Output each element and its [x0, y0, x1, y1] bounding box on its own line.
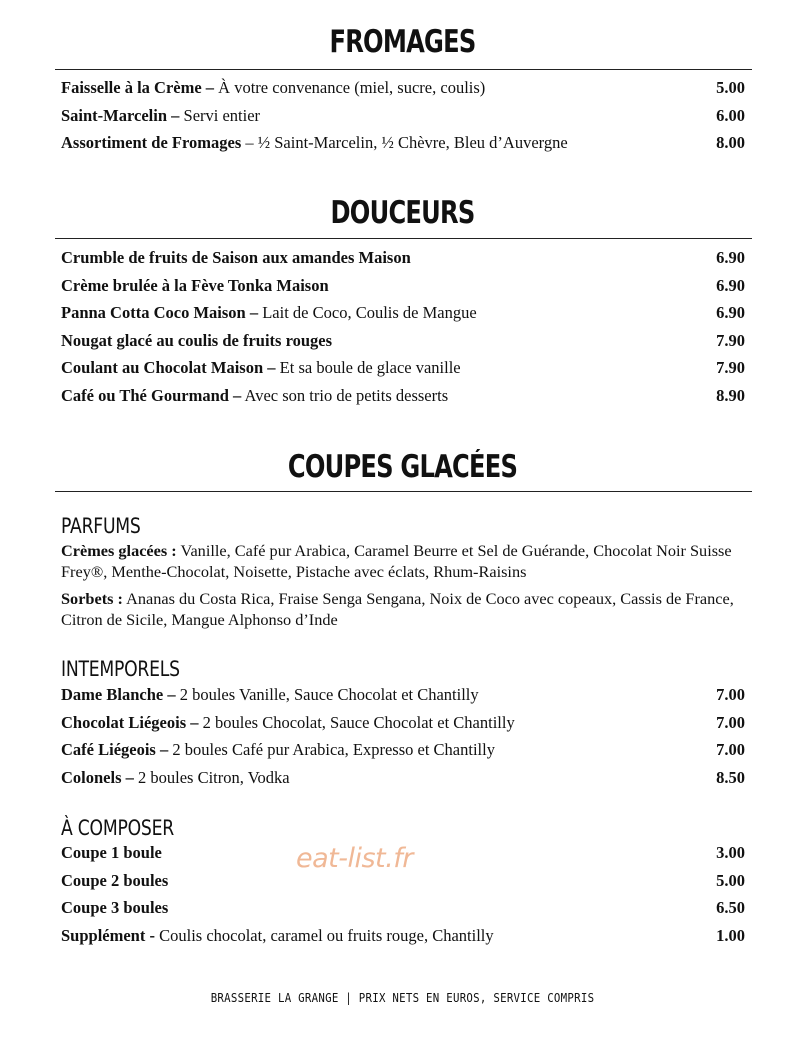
menu-item-description: Coulis chocolat, caramel ou fruits rouge, Chantilly: [154, 925, 494, 945]
menu-item-name: Saint-Marcelin –: [61, 105, 180, 125]
menu-item-text: [61, 354, 461, 382]
menu-item-price: 8.00: [716, 133, 745, 153]
menu-item-text: [61, 299, 477, 327]
menu-item-name: Faisselle à la Crème –: [61, 78, 215, 97]
menu-item-text: [61, 382, 448, 410]
menu-item-row: [61, 74, 745, 102]
menu-item-price: 8.90: [716, 385, 745, 405]
menu-item-text: [61, 327, 332, 355]
menu-item-row: [61, 102, 745, 130]
menu-item-price: 6.00: [716, 105, 745, 125]
menu-item-name: Chocolat Liégeois –: [61, 712, 199, 732]
menu-item-price: 8.50: [716, 767, 745, 787]
menu-item-price: 1.00: [716, 925, 745, 945]
menu-item-row: [61, 129, 745, 157]
menu-item-row: [61, 922, 745, 950]
menu-item-row: [61, 272, 745, 300]
menu-item-description: Servi entier: [179, 105, 261, 125]
menu-item-text: [61, 244, 411, 272]
menu-item-text: [61, 74, 485, 102]
menu-item-text: [61, 736, 495, 764]
menu-item-text: [61, 764, 290, 792]
menu-item-row: [61, 299, 745, 327]
menu-item-row: [61, 382, 745, 410]
menu-item-price: 7.90: [716, 358, 745, 378]
menu-item-price: 3.00: [716, 843, 745, 862]
section-rule-fromages: [55, 69, 752, 70]
menu-item-name: Panna Cotta Coco Maison –: [61, 303, 259, 323]
menu-item-name: Crumble de fruits de Saison aux amandes Maison: [61, 248, 411, 267]
menu-item-price: 7.00: [716, 685, 745, 704]
menu-item-name: Coulant au Chocolat Maison –: [61, 358, 276, 378]
paragraph-sorbets: [61, 589, 751, 630]
subhead-a-composer: À COMPOSER: [61, 816, 174, 840]
section-title-fromages: FROMAGES: [329, 24, 476, 60]
menu-item-price: 6.90: [716, 303, 745, 323]
menu-item-description: 2 boules Café pur Arabica, Expresso et Chantilly: [168, 740, 495, 760]
paragraph-cremes-glacees: [61, 541, 751, 582]
menu-item-price: 6.90: [716, 275, 745, 295]
menu-item-name: Nougat glacé au coulis de fruits rouges: [61, 330, 333, 350]
menu-item-description: – ½ Saint-Marcelin, ½ Chèvre, Bleu d’Auvergne: [241, 133, 568, 153]
section-rule-douceurs: [55, 238, 752, 239]
menu-item-text: [61, 102, 260, 130]
menu-item-description: 2 boules Chocolat, Sauce Chocolat et Chantilly: [198, 712, 515, 732]
douceurs-list: [61, 244, 745, 410]
section-title-douceurs: DOUCEURS: [330, 195, 475, 231]
menu-item-name: Coupe 2 boules: [61, 870, 169, 890]
menu-item-text: [61, 681, 479, 709]
menu-item-text: [61, 272, 329, 300]
menu-item-description: Lait de Coco, Coulis de Mangue: [258, 303, 477, 323]
menu-item-text: [61, 129, 568, 157]
menu-item-text: [61, 922, 494, 950]
menu-item-name: Crème brulée à la Fève Tonka Maison: [61, 275, 329, 295]
menu-item-price: 7.90: [716, 330, 745, 350]
menu-item-price: 7.00: [716, 740, 745, 760]
label-cremes-glacees: Crèmes glacées :: [61, 541, 177, 560]
text-cremes-glacees: Vanille, Café pur Arabica, Caramel Beurre et Sel de Guérande, Chocolat Noir Suisse Frey®, Menthe-Chocolat, Noisette, Pistache avec éclats, Rhum-Raisins: [61, 541, 732, 581]
menu-item-row: [61, 894, 745, 922]
menu-item-description: Avec son trio de petits desserts: [241, 385, 449, 405]
menu-item-price: 6.90: [716, 248, 745, 267]
menu-item-row: [61, 244, 745, 272]
menu-item-description: 2 boules Citron, Vodka: [133, 767, 290, 787]
menu-item-row: [61, 709, 745, 737]
label-sorbets: Sorbets :: [61, 589, 123, 608]
menu-item-text: [61, 709, 515, 737]
menu-item-description: 2 boules Vanille, Sauce Chocolat et Chantilly: [175, 685, 479, 704]
menu-item-row: [61, 681, 745, 709]
menu-item-text: [61, 867, 168, 895]
menu-item-row: [61, 736, 745, 764]
menu-item-price: 6.50: [716, 898, 745, 918]
menu-item-text: [61, 894, 168, 922]
section-rule-coupes-glacees: [55, 491, 752, 492]
menu-item-description: Et sa boule de glace vanille: [275, 358, 461, 378]
subhead-intemporels: INTEMPORELS: [61, 657, 180, 681]
subhead-parfums: PARFUMS: [61, 514, 141, 538]
menu-item-description: À votre convenance (miel, sucre, coulis): [214, 78, 486, 97]
watermark: eat-list.fr: [296, 843, 413, 874]
menu-item-name: Café ou Thé Gourmand –: [61, 385, 242, 405]
text-sorbets: Ananas du Costa Rica, Fraise Senga Sengana, Noix de Coco avec copeaux, Cassis de France, Citron de Sicile, Mangue Alphonso d’Inde: [61, 589, 734, 629]
menu-item-text: [61, 839, 162, 867]
section-title-coupes-glacees: COUPES GLACÉES: [287, 449, 518, 485]
menu-item-row: [61, 764, 745, 792]
menu-item-name: Dame Blanche –: [61, 685, 176, 704]
menu-item-name: Assortiment de Fromages: [61, 133, 242, 153]
fromages-list: [61, 74, 745, 157]
menu-item-row: [61, 354, 745, 382]
footer-text: BRASSERIE LA GRANGE | PRIX NETS EN EUROS, SERVICE COMPRIS: [210, 990, 595, 1005]
menu-item-name: Colonels –: [61, 767, 134, 787]
menu-item-name: Café Liégeois –: [61, 740, 169, 760]
intemporels-list: [61, 681, 745, 791]
menu-item-name: Coupe 3 boules: [61, 898, 169, 918]
menu-item-price: 5.00: [716, 870, 745, 890]
menu-item-name: Coupe 1 boule: [61, 843, 162, 862]
menu-item-price: 7.00: [716, 712, 745, 732]
menu-item-row: [61, 327, 745, 355]
menu-item-name: Supplément -: [61, 925, 155, 945]
menu-item-price: 5.00: [716, 78, 745, 97]
